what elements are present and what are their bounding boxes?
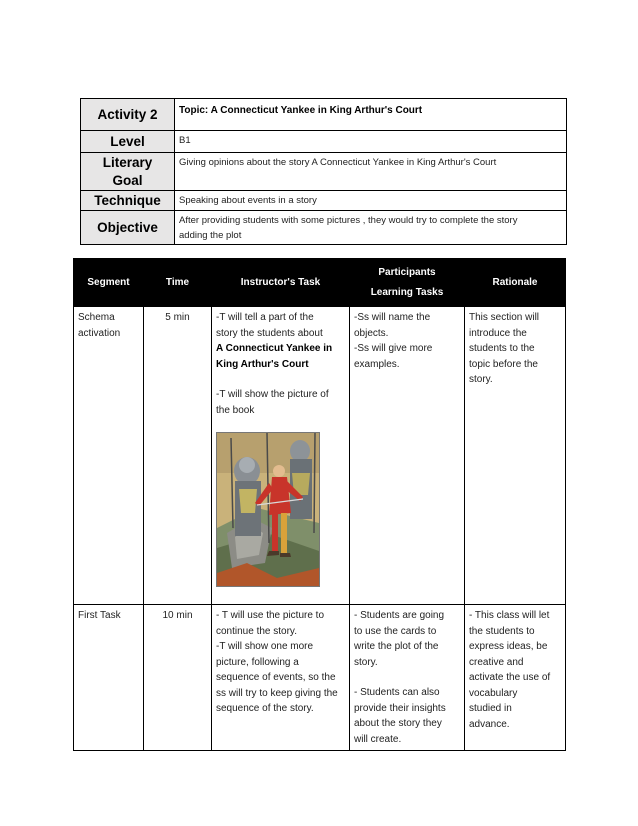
header-participants-line2: Learning Tasks [370,286,444,298]
rationale-line: introduce the [469,327,527,339]
time-cell: 10 min [144,605,212,751]
header-rationale: Rationale [465,259,566,307]
objective-line2: adding the plot [179,230,242,241]
instructor-cell [212,605,350,751]
book-illustration-image [217,433,319,586]
table-row [74,307,566,605]
technique-value: Speaking about events in a story [175,191,567,211]
participants-line: will create. [354,733,402,745]
objective-line1: After providing students with some pictures , they would try to complete the story [179,215,518,226]
objective-value [175,211,567,245]
header-participants [350,259,465,307]
instructor-cell [212,307,350,605]
objective-label: Objective [81,211,175,245]
instructor-line: picture, following a [216,656,299,668]
participants-line: write the plot of the [354,641,439,652]
participants-line: about the story they [354,718,442,729]
book-title-line: A Connecticut Yankee in [216,343,333,354]
instructor-line: -T will show one more [216,641,314,652]
participants-line: story. [354,656,378,668]
participants-line: - Students are going [354,610,445,621]
book-title-line: King Arthur's Court [216,358,309,370]
book-illustration [216,432,320,587]
instructor-line: - T will use the picture to [216,610,325,621]
participants-line: - Students can also [354,687,440,698]
instructor-line: sequence of the story. [216,703,314,714]
level-value: B1 [175,131,567,153]
header-time: Time [144,259,212,307]
participants-cell [350,605,465,751]
instructor-line: ss will try to keep giving the [216,687,338,699]
participants-line: provide their insights [354,702,446,714]
time-cell: 5 min [144,307,212,605]
participants-line: -Ss will name the [354,312,431,323]
rationale-line: the students to [469,625,535,637]
instructor-line: sequence of events, so the [216,672,336,683]
segment-line: First Task [78,610,121,621]
instructor-line: the book [216,404,255,416]
participants-line: to use the cards to [354,625,437,637]
literary-goal-value: Giving opinions about the story A Connecticut Yankee in King Arthur's Court [175,153,567,191]
instructor-line: story the students about [216,327,323,339]
header-instructor: Instructor's Task [212,259,350,307]
activity-label: Activity 2 [81,99,175,131]
participants-line: objects. [354,327,389,339]
lesson-plan-table [73,258,566,751]
participants-line: examples. [354,358,400,370]
rationale-line: This section will [469,312,540,323]
activity-info-table [80,98,567,245]
instructor-line: continue the story. [216,625,297,637]
segment-cell [74,307,144,605]
goal-label-line2: Goal [112,172,143,188]
rationale-line: express ideas, be [469,641,548,652]
topic-value: Topic: A Connecticut Yankee in King Arthur's Court [175,99,567,131]
instructor-line: -T will tell a part of the [216,312,314,323]
rationale-line: activate the use of [469,672,551,683]
segment-cell [74,605,144,751]
rationale-line: studied in [469,703,512,714]
literary-goal-label [81,153,175,191]
rationale-cell [465,605,566,751]
header-segment: Segment [74,259,144,307]
table-row [74,605,566,751]
rationale-line: story. [469,374,493,385]
segment-line: Schema [78,312,115,323]
participants-line: -Ss will give more [354,343,433,354]
rationale-line: - This class will let [469,610,550,621]
rationale-line: advance. [469,718,510,730]
rationale-line: students to the [469,343,535,354]
participants-cell [350,307,465,605]
rationale-cell [465,307,566,605]
rationale-line: vocabulary [469,687,518,699]
segment-line: activation [78,327,121,339]
goal-label-line1: Literary [102,154,153,170]
rationale-line: topic before the [469,358,538,370]
level-label: Level [81,131,175,153]
technique-label: Technique [81,191,175,211]
instructor-line: -T will show the picture of [216,389,329,400]
rationale-line: creative and [469,656,524,668]
header-participants-line1: Participants [378,266,436,278]
